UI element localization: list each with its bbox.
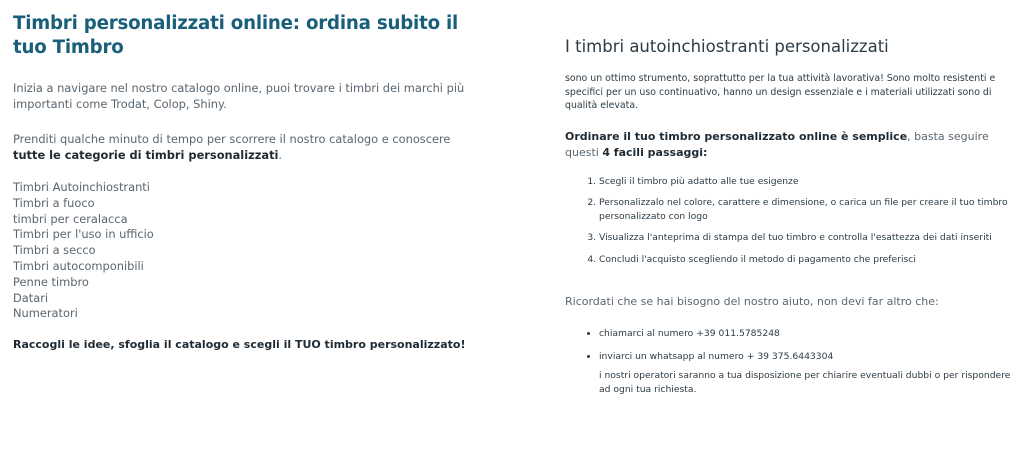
step-item: 1. Scegli il timbro più adatto alle tue esigenze bbox=[599, 175, 1015, 189]
howto-bold-steps: 4 facili passaggi: bbox=[602, 145, 708, 159]
contact-whatsapp bbox=[599, 350, 1015, 397]
page-title: Timbri personalizzati online: ordina subito il tuo Timbro bbox=[13, 13, 459, 58]
contact-phone: • chiamarci al numero +39 011.5785248 bbox=[599, 327, 1015, 341]
step-item: 3. Visualizza l'anteprima di stampa del tuo timbro e controlla l'esattezza dei dati inseriti bbox=[599, 231, 1015, 245]
category-item: Timbri Autoinchiostranti bbox=[13, 180, 150, 194]
help-paragraph: Ricordati che se hai bisogno del nostro aiuto, non devi far altro che: bbox=[565, 295, 939, 308]
browse-end: . bbox=[278, 148, 283, 162]
category-item: Timbri autocomponibili bbox=[13, 258, 144, 273]
section-title: I timbri autoinchiostranti personalizzati bbox=[565, 37, 889, 56]
steps-list bbox=[565, 175, 1015, 267]
step-item: 2. Personalizzalo nel colore, carattere e dimensione, o carica un file per creare il tuo timbro personalizzato con logo bbox=[599, 196, 1015, 223]
category-item: Timbri per l'uso in ufficio bbox=[13, 227, 154, 242]
category-item: Timbri a secco bbox=[13, 243, 96, 258]
intro-paragraph: Inizia a navigare nel nostro catalogo online, puoi trovare i timbri dei marchi più importanti come Trodat, Colop, Shiny. bbox=[13, 81, 465, 111]
category-item: timbri per ceralacca bbox=[13, 211, 128, 226]
description-paragraph: sono un ottimo strumento, soprattutto per la tua attività lavorativa! Sono molto resistenti e specifici per un uso continuativo, hanno un design essenziale e i materiali utilizzati sono di qualità elevata. bbox=[565, 73, 996, 111]
step-item: 4. Concludi l'acquisto scegliendo il metodo di pagamento che preferisci bbox=[599, 253, 1015, 267]
category-item: Datari bbox=[13, 290, 49, 305]
browse-text: Prenditi qualche minuto di tempo per scorrere il nostro catalogo e conoscere bbox=[13, 132, 451, 146]
contact-whatsapp-text: inviarci un whatsapp al numero + 39 375.6443304 bbox=[599, 350, 834, 362]
howto-paragraph bbox=[565, 129, 1015, 161]
left-column bbox=[13, 12, 483, 353]
howto-text: , basta seguire questi bbox=[565, 129, 989, 159]
howto-bold: Ordinare il tuo timbro personalizzato online è semplice bbox=[565, 129, 908, 143]
category-list bbox=[13, 180, 483, 322]
contact-note: i nostri operatori saranno a tua disposizione per chiarire eventuali dubbi o per rispondere ad ogni tua richiesta. bbox=[599, 370, 1011, 395]
category-item: Numeratori bbox=[13, 306, 78, 321]
closing-text: Raccogli le idee, sfoglia il catalogo e scegli il TUO timbro personalizzato! bbox=[13, 338, 466, 352]
browse-bold: tutte le categorie di timbri personalizzati bbox=[13, 148, 279, 162]
category-item: Timbri a fuoco bbox=[13, 195, 95, 210]
right-column bbox=[565, 36, 1015, 396]
category-item: Penne timbro bbox=[13, 274, 89, 289]
contact-list bbox=[565, 327, 1015, 396]
browse-paragraph bbox=[13, 131, 483, 163]
